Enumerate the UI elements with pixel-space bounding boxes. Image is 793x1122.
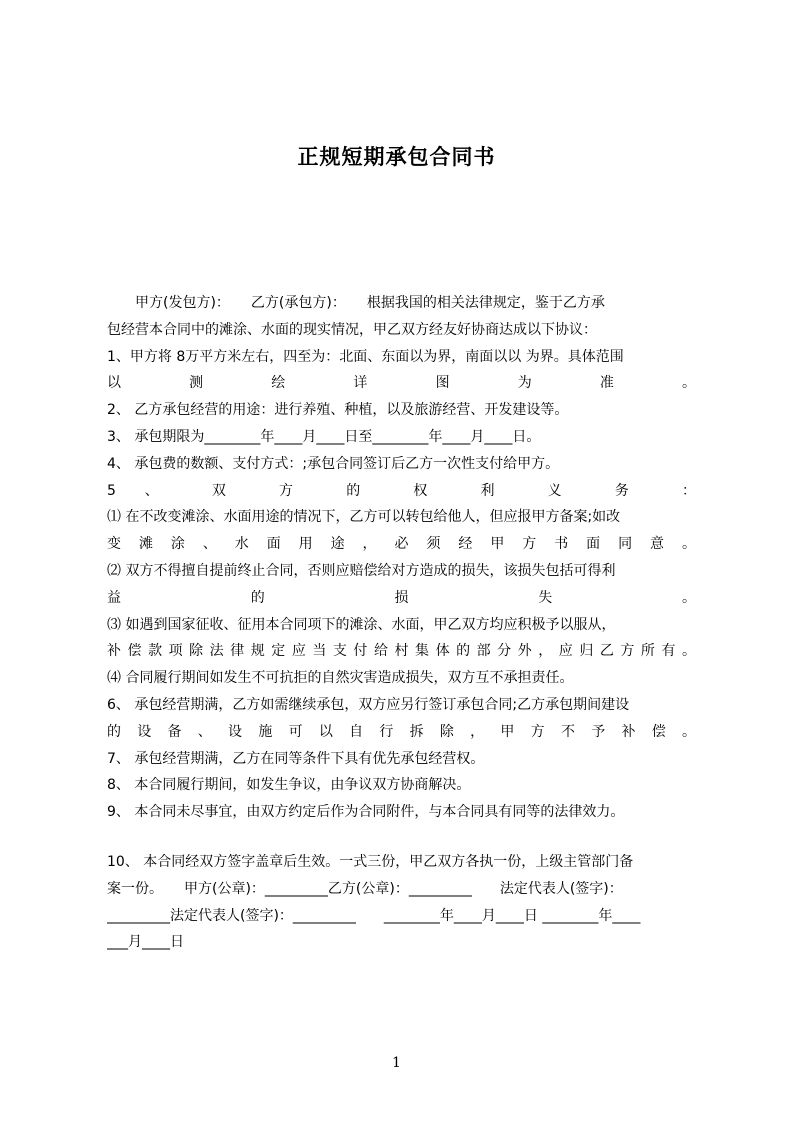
paragraph-gap: [107, 826, 696, 849]
clause-8: 8、 本合同履行期间，如发生争议，由争议双方协商解决。: [107, 777, 471, 794]
clause-7: 7、 承包经营期满，乙方在同等条件下具有优先承包经营权。: [107, 750, 485, 767]
signature-line-2: _________法定代表人(签字)：_________ ________年____月____日 ________年____: [107, 907, 641, 924]
document-title: 正规短期承包合同书: [297, 145, 496, 169]
clause-6-line: 6、 承包经营期满，乙方如需继续承包，双方应另行签订承包合同;乙方承包期间建设: [107, 696, 630, 713]
clause-2: 2、 乙方承包经营的用途：进行养殖、种植，以及旅游经营、开发建设等。: [107, 402, 569, 419]
parties-intro-line: 甲方(发包方)： 乙方(承包方)： 根据我国的相关法律规定，鉴于乙方承: [107, 295, 605, 311]
clause-5-1-line-2: 变 滩 涂 、 水 面 用 途 ， 必 须 经 甲 方 书 面 同 意 。: [107, 536, 696, 553]
page-number: 1: [392, 1055, 401, 1071]
clause-4: 4、 承包费的数额、支付方式：;承包合同签订后乙方一次性支付给甲方。: [107, 455, 560, 472]
clause-1-line: 1、甲方将 8万平方米左右，四至为：北面、东面以为界，南面以以 为界。具体范围: [107, 348, 624, 365]
clause-10-line: 10、 本合同经双方签字盖章后生效。一式三份，甲乙双方各执一份，上级主管部门备: [107, 853, 634, 870]
clause-6-line-2: 的 设 备 、 设 施 可 以 自 行 拆 除 ， 甲 方 不 予 补 偿 。: [107, 723, 696, 740]
signature-line-3: ___月____日: [107, 934, 184, 951]
clause-5-4: ⑷ 合同履行期间如发生不可抗拒的自然灾害造成损失，双方互不承担责任。: [107, 670, 574, 687]
clause-1-line-2: 以 测 绘 详 图 为 准 。: [107, 375, 696, 392]
clause-3: 3、 承包期限为________年____月____日至________年____月____日。: [107, 428, 541, 445]
contract-body: [107, 290, 696, 956]
clause-5-3-line: ⑶ 如遇到国家征收、征用本合同项下的滩涂、水面，甲乙双方均应积极予以服从，: [107, 616, 616, 633]
signature-line: 案一份。 甲方(公章)：_________乙方(公章)：_________ 法定代表人(签字)：: [107, 880, 623, 897]
clause-9: 9、 本合同未尽事宜，由双方约定后作为合同附件，与本合同具有同等的法律效力。: [107, 804, 625, 821]
parties-intro-line-2: 包经营本合同中的滩涂、水面的现实情况，甲乙双方经友好协商达成以下协议：: [107, 321, 597, 338]
clause-5-2-line: ⑵ 双方不得擅自提前终止合同，否则应赔偿给对方造成的损失，该损失包括可得利: [107, 562, 616, 579]
clause-5-3-line-2: 补偿款项除法律规定应当支付给村集体的部分外，应归乙方所有。: [107, 643, 696, 660]
clause-5-1-line: ⑴ 在不改变滩涂、水面用途的情况下，乙方可以转包给他人，但应报甲方备案;如改: [107, 509, 621, 526]
clause-5-2-line-2: 益 的 损 失 。: [107, 589, 696, 606]
clause-5-heading: 5 、 双 方 的 权 利 义 务 ：: [107, 482, 696, 499]
